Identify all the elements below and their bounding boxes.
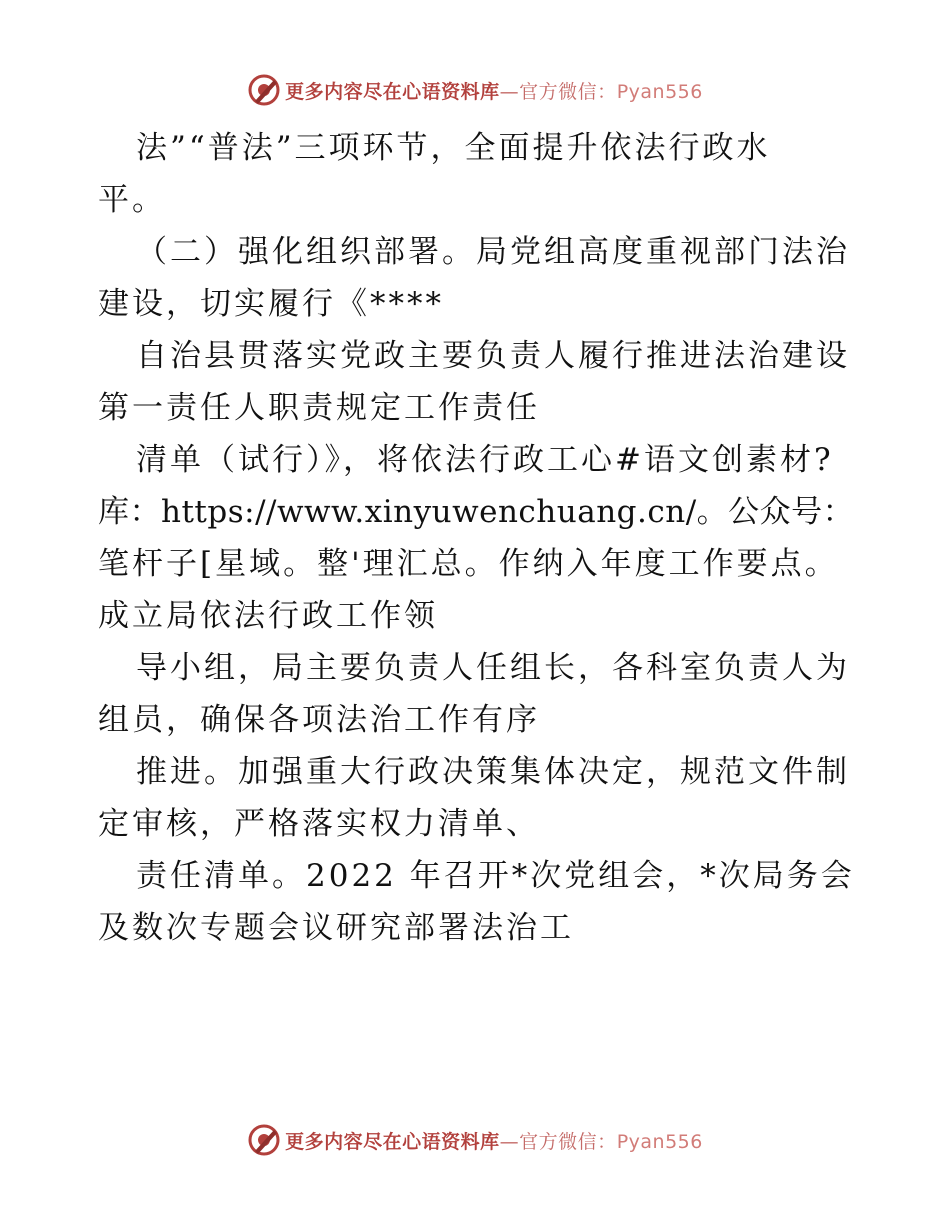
- text-line: 笔杆子[星域。整'理汇总。作纳入年度工作要点。: [98, 546, 839, 582]
- document-body: [98, 122, 858, 954]
- text-line: 责任清单。2022 年召开*次党组会，*次局务会: [136, 858, 855, 894]
- text-line: 第一责任人职责规定工作责任: [98, 390, 540, 426]
- text-line: 推进。加强重大行政决策集体决定，规范文件制: [136, 754, 850, 790]
- text-line: 成立局依法行政工作领: [98, 598, 438, 634]
- banner-text: [285, 1127, 703, 1154]
- banner-separator: —: [499, 80, 520, 103]
- banner-main-text: 更多内容尽在心语资料库: [285, 1130, 500, 1153]
- section-heading-line: （二）强化组织部署。局党组高度重视部门法治: [136, 234, 850, 270]
- text-line: 导小组，局主要负责人任组长，各科室负责人为: [136, 650, 850, 686]
- pen-logo-icon: [247, 1123, 281, 1157]
- text-line: 自治县贯落实党政主要负责人履行推进法治建设: [136, 338, 850, 374]
- banner-separator: —: [499, 1130, 520, 1153]
- banner-main-text: 更多内容尽在心语资料库: [285, 80, 500, 103]
- text-line: 平。: [98, 182, 166, 218]
- text-line: 清单（试行）》，将依法行政工心#语文创素材?: [136, 442, 834, 478]
- banner-text: [285, 77, 703, 104]
- banner-wechat-id: Pyan556: [616, 1130, 703, 1153]
- banner-wechat-id: Pyan556: [616, 80, 703, 103]
- pen-logo-icon: [247, 73, 281, 107]
- header-watermark-banner: [0, 70, 950, 110]
- text-line: 及数次专题会议研究部署法治工: [98, 910, 574, 946]
- text-line: 法”“普法”三项环节，全面提升依法行政水: [136, 130, 771, 166]
- text-line: 定审核，严格落实权力清单、: [98, 806, 540, 842]
- text-line: 组员，确保各项法治工作有序: [98, 702, 540, 738]
- banner-wechat-label: 官方微信：: [519, 1130, 617, 1153]
- banner-wechat-label: 官方微信：: [519, 80, 617, 103]
- footer-watermark-banner: [0, 1120, 950, 1160]
- text-line: 建设，切实履行《****: [98, 286, 444, 322]
- text-line: 库：https://www.xinyuwenchuang.cn/。公众号：: [98, 494, 855, 530]
